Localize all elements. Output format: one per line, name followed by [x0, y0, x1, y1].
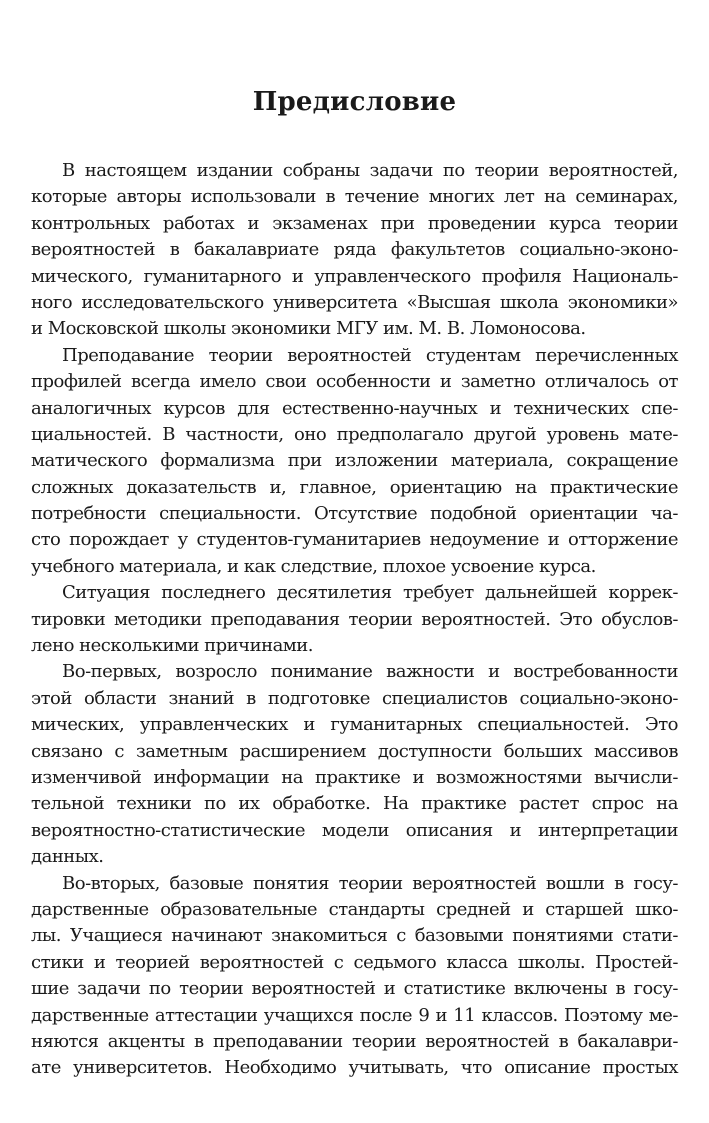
text-line: тельной техники по их обработке. На практике растет спрос на — [31, 793, 678, 815]
text-line: шие задачи по теории вероятностей и статистике включены в госу- — [31, 978, 678, 1000]
text-line: В настоящем издании собраны задачи по теории вероятностей, — [62, 160, 678, 181]
text-line: сто порождает у студентов-гуманитариев недоумение и отторжение — [31, 529, 678, 551]
text-line: этой области знаний в подготовке специалистов социально-эконо- — [31, 687, 678, 709]
text-line: вероятностно-статистические модели описания и интерпретации — [31, 819, 678, 841]
text-line: стики и теорией вероятностей с седьмого класса школы. Простей- — [31, 951, 678, 973]
text-line: потребности специальности. Отсутствие подобной ориентации ча- — [31, 503, 678, 525]
text-line: дарственные образовательные стандарты средней и старшей шко- — [31, 898, 678, 920]
text-line: Преподавание теории вероятностей студентам перечисленных — [62, 344, 678, 366]
text-line: сложных доказательств и, главное, ориентацию на практические — [31, 476, 678, 498]
text-line: лы. Учащиеся начинают знакомиться с базовыми понятиями стати- — [31, 925, 678, 947]
text-line: циальностей. В частности, оно предполагало другой уровень мате- — [31, 423, 678, 445]
text-line: и Московской школы экономики МГУ им. М. В. Ломоносова. — [31, 318, 586, 340]
text-line: матического формализма при изложении материала, сокращение — [31, 450, 678, 472]
text-line: профилей всегда имело свои особенности и заметно отличалось от — [31, 371, 678, 393]
text-line: ного исследовательского университета «Высшая школа экономики» — [31, 291, 678, 313]
text-line: Во-вторых, базовые понятия теории вероятностей вошли в госу- — [62, 872, 678, 894]
text-line: связано с заметным расширением доступности больших массивов — [31, 740, 678, 762]
text-line: данных. — [31, 846, 104, 868]
text-line: мических, управленческих и гуманитарных специальностей. Это — [31, 714, 678, 736]
text-line: Во-первых, возросло понимание важности и востребованности — [62, 661, 678, 683]
text-line: няются акценты в преподавании теории вероятностей в бакалаври- — [31, 1030, 678, 1052]
text-line: мического, гуманитарного и управленческого профиля Националь- — [31, 265, 678, 287]
text-line: тировки методики преподавания теории вероятностей. Это обуслов- — [31, 608, 678, 630]
text-line: учебного материала, и как следствие, плохое усвоение курса. — [31, 555, 596, 577]
text-line: изменчивой информации на практике и возможностями вычисли- — [31, 766, 678, 788]
text-line: ате университетов. Необходимо учитывать, что описание простых — [31, 1057, 678, 1079]
text-line: дарственные аттестации учащихся после 9 и 11 классов. Поэтому ме- — [31, 1004, 678, 1026]
body-text — [31, 158, 678, 1082]
text-line: лено несколькими причинами. — [31, 635, 314, 657]
text-line: Ситуация последнего десятилетия требует дальнейшей коррек- — [62, 582, 678, 604]
text-line: которые авторы использовали в течение многих лет на семинарах, — [31, 186, 678, 208]
text-line: аналогичных курсов для естественно-научных и технических спе- — [31, 397, 678, 419]
text-line: вероятностей в бакалавриате ряда факультетов социально-эконо- — [31, 239, 678, 261]
text-line: контрольных работах и экзаменах при проведении курса теории — [31, 212, 678, 234]
page-title: Предисловие — [252, 87, 457, 117]
